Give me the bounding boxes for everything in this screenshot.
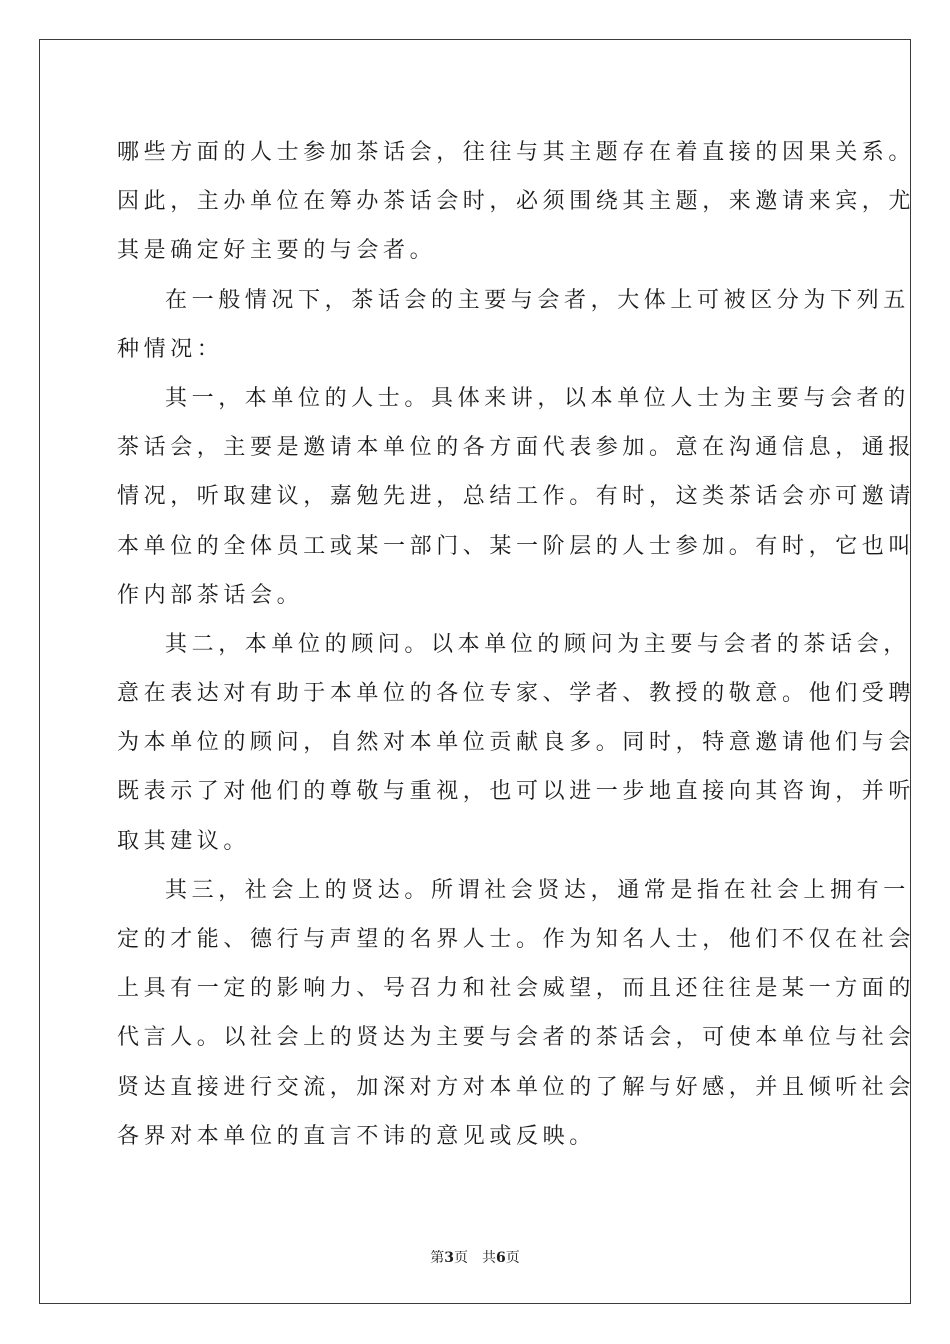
text-line: 定的才能、德行与声望的名界人士。作为知名人士，他们不仅在社会 <box>117 927 916 952</box>
total-suffix: 页 <box>505 1250 520 1266</box>
text-line: 其是确定好主要的与会者。 <box>117 238 437 264</box>
text-line: 因此，主办单位在筹办茶话会时，必须围绕其主题，来邀请来宾，尤 <box>117 189 916 215</box>
text-line: 在一般情况下，茶话会的主要与会者，大体上可被区分为下列五 <box>165 287 910 313</box>
text-line: 意在表达对有助于本单位的各位专家、学者、教授的敬意。他们受聘 <box>117 681 916 707</box>
total-prefix: 共 <box>482 1250 496 1266</box>
page-prefix: 第 <box>430 1250 445 1266</box>
text-line: 本单位的全体员工或某一部门、某一阶层的人士参加。有时，它也叫 <box>117 533 916 559</box>
text-line: 其二，本单位的顾问。以本单位的顾问为主要与会者的茶话会， <box>165 631 910 657</box>
text-line: 其一，本单位的人士。具体来讲，以本单位人士为主要与会者的 <box>165 385 910 411</box>
text-line: 各界对本单位的直言不讳的意见或反映。 <box>117 1123 596 1149</box>
text-line: 贤达直接进行交流，加深对方对本单位的了解与好感，并且倾听社会 <box>117 1074 916 1100</box>
text-line: 茶话会，主要是邀请本单位的各方面代表参加。意在沟通信息，通报 <box>117 435 916 461</box>
text-line: 作内部茶话会。 <box>117 582 304 608</box>
page-suffix: 页 <box>454 1250 468 1266</box>
text-line: 哪些方面的人士参加茶话会，往往与其主题存在着直接的因果关系。 <box>117 140 916 165</box>
text-line: 为本单位的顾问，自然对本单位贡献良多。同时，特意邀请他们与会 <box>117 730 916 756</box>
page-footer <box>0 1247 950 1267</box>
text-line: 情况，听取建议，嘉勉先进，总结工作。有时，这类茶话会亦可邀请 <box>117 484 916 510</box>
document-body <box>117 128 916 1161</box>
total-pages: 6 <box>496 1250 506 1266</box>
text-line: 其三，社会上的贤达。所谓社会贤达，通常是指在社会上拥有一 <box>165 877 910 903</box>
text-line: 种情况： <box>117 336 224 362</box>
text-line: 上具有一定的影响力、号召力和社会威望，而且还往往是某一方面的 <box>117 976 916 1002</box>
text-line: 代言人。以社会上的贤达为主要与会者的茶话会，可使本单位与社会 <box>117 1025 916 1051</box>
text-line: 既表示了对他们的尊敬与重视，也可以进一步地直接向其咨询，并听 <box>117 779 916 805</box>
text-line: 取其建议。 <box>117 828 251 854</box>
page-number: 3 <box>444 1250 454 1266</box>
